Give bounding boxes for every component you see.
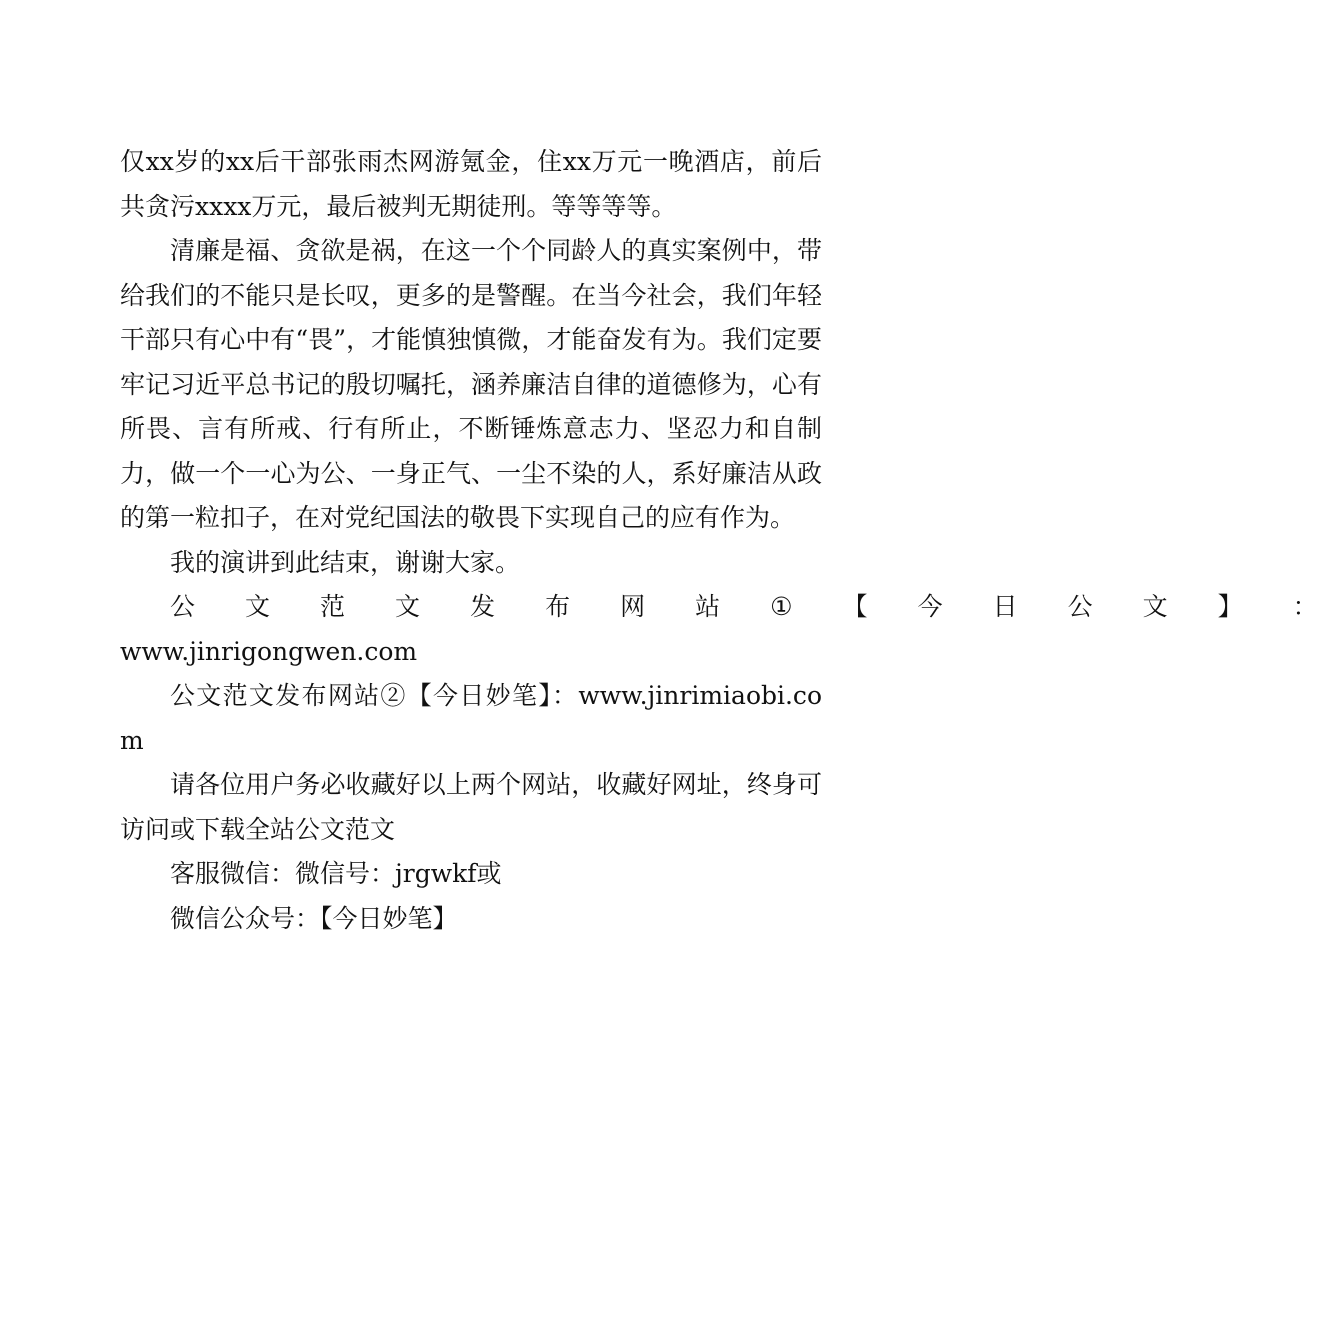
site-one-label-char: 文 (245, 592, 271, 621)
site-one-label-char: 布 (545, 592, 571, 621)
site-one-label-char: 今 (917, 592, 943, 621)
site-two-line[interactable]: 公文范文发布网站②【今日妙笔】：www.jinrimiaobi.com (120, 681, 822, 755)
paragraph-closing: 我的演讲到此结束，谢谢大家。 (170, 547, 521, 577)
site-one-block (120, 585, 1318, 630)
site-one-label-char: 站 (695, 592, 721, 621)
site-one-label-char: 】 (1217, 592, 1243, 621)
site-one-label-char: 公 (170, 592, 196, 621)
site-one-label-char: 发 (470, 592, 496, 621)
site-one-label-char: 范 (320, 592, 346, 621)
site-one-label-char: 公 (1067, 592, 1093, 621)
customer-service-wechat: 客服微信：微信号：jrgwkf或 (170, 859, 502, 888)
bookmark-notice: 请各位用户务必收藏好以上两个网站，收藏好网址，终身可访问或下载全站公文范文 (120, 770, 822, 844)
site-one-label (120, 585, 1318, 630)
site-one-label-char: ： (1292, 592, 1318, 621)
site-one-label-char: 【 (842, 592, 868, 621)
site-one-label-char: 文 (1142, 592, 1168, 621)
site-one-label-char: ① (770, 592, 793, 621)
paragraph-integrity-message: 清廉是福、贪欲是祸，在这一个个同龄人的真实案例中，带给我们的不能只是长叹，更多的是警醒。在当今社会，我们年轻干部只有心中有“畏”，才能慎独慎微，才能奋发有为。我们定要牢记习近平总书记的殷切嘱托，涵养廉洁自律的道德修为，心有所畏、言有所戒、行有所止，不断锤炼意志力、坚忍力和自制力，做一个一心为公、一身正气、一尘不染的人，系好廉洁从政的第一粒扣子，在对党纪国法的敬畏下实现自己的应有作为。 (120, 236, 822, 532)
site-one-label-char: 文 (395, 592, 421, 621)
official-account: 微信公众号：【今日妙笔】 (170, 903, 458, 933)
site-one-url[interactable]: www.jinrigongwen.com (120, 636, 418, 666)
site-one-label-char: 网 (620, 592, 646, 621)
paragraph-case-summary: 仅xx岁的xx后干部张雨杰网游氪金，住xx万元一晚酒店，前后共贪污xxxx万元，最后被判无期徒刑。等等等等。 (120, 147, 822, 221)
site-one-label-char: 日 (992, 592, 1018, 621)
document-page (120, 140, 1318, 941)
